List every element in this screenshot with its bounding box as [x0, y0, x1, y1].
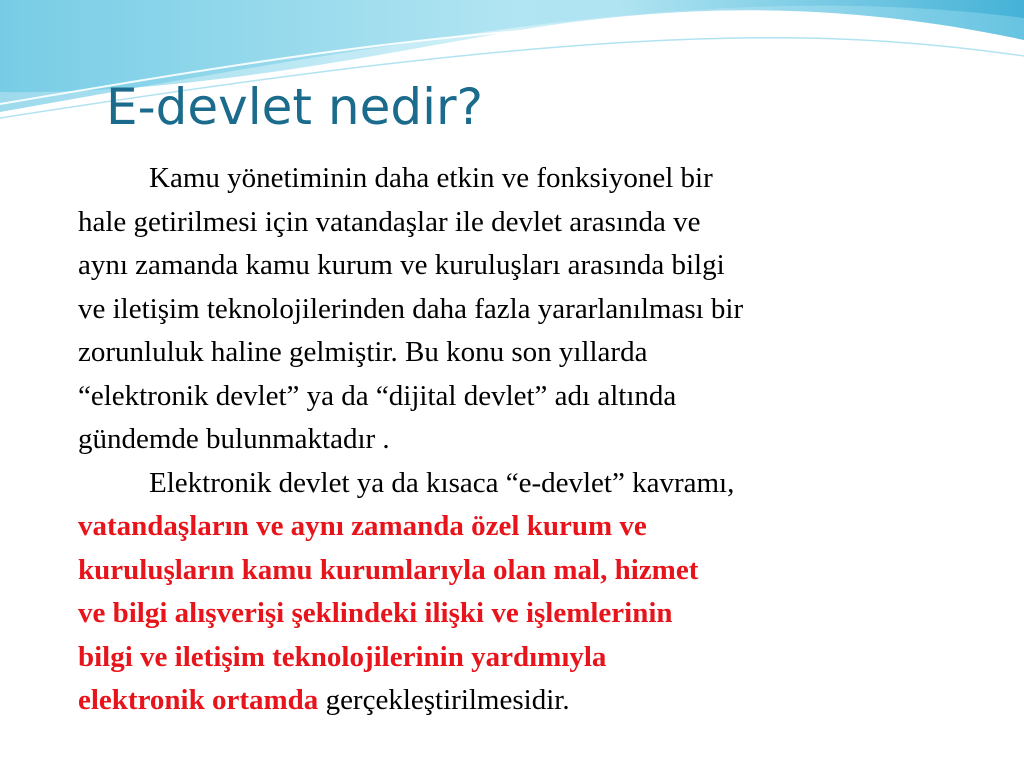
- highlighted-line: vatandaşların ve aynı zamanda özel kurum ve: [78, 510, 647, 542]
- highlighted-phrase: elektronik ortamda: [78, 684, 319, 716]
- paragraph-1-line: Kamu yönetiminin daha etkin ve fonksiyonel bir: [149, 162, 713, 194]
- paragraph-1-line: ve iletişim teknolojilerinden daha fazla yararlanılması bir: [78, 292, 744, 325]
- paragraph-1-line: “elektronik devlet” ya da “dijital devlet” adı altında: [78, 379, 677, 412]
- paragraph-1-line: gündemde bulunmaktadır .: [78, 423, 390, 455]
- highlighted-line: kuruluşların kamu kurumlarıyla olan mal, hizmet: [78, 553, 699, 586]
- paragraph-1-line: zorunluluk haline gelmiştir. Bu konu son yıllarda: [78, 336, 648, 368]
- paragraph-1: [78, 157, 998, 462]
- slide-body: [78, 157, 998, 723]
- highlighted-line: ve bilgi alışverişi şeklindeki ilişki ve işlemlerinin: [78, 597, 673, 629]
- paragraph-1-line: aynı zamanda kamu kurum ve kuruluşları arasında bilgi: [78, 249, 725, 281]
- paragraph-2-intro: Elektronik devlet ya da kısaca “e-devlet” kavramı,: [149, 466, 735, 499]
- paragraph-2-tail: gerçekleştirilmesidir.: [318, 684, 570, 716]
- paragraph-2: [78, 462, 998, 723]
- paragraph-1-line: hale getirilmesi için vatandaşlar ile devlet arasında ve: [78, 205, 701, 238]
- highlighted-line: bilgi ve iletişim teknolojilerinin yardımıyla: [78, 640, 607, 673]
- paragraph-2-last-line: [78, 679, 998, 723]
- page-title: E-devlet nedir?: [106, 78, 484, 136]
